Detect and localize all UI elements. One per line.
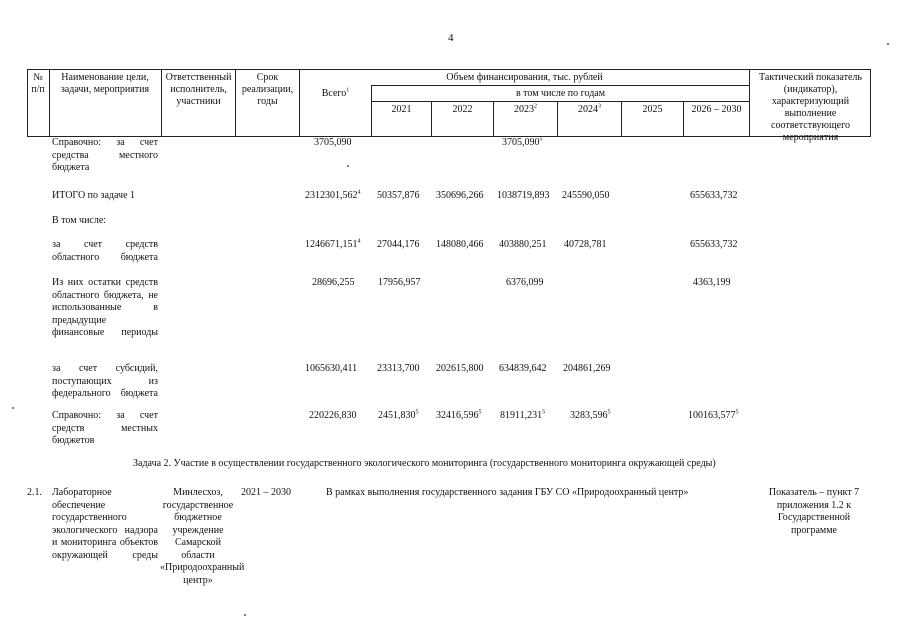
header-indicator: Тактический показатель (индикатор), характеризующий выполнение соответствующего мероприятия [759, 72, 862, 143]
scan-speck [887, 43, 889, 45]
header-num: № п/п [31, 72, 45, 95]
row-total: 3705,090 [314, 137, 352, 148]
row-value: 100163,577$^5$ [688, 409, 739, 421]
row-total: 1246671,151$^4$ [305, 238, 361, 250]
row-value: 3283,596$^5$ [570, 409, 611, 421]
header-year: 2025 [642, 104, 663, 115]
row-total: 1065630,411 [305, 363, 358, 374]
row-label: за счет субсидий, поступающих из федерального бюджета [52, 363, 158, 400]
row-value: 4363,199 [693, 277, 731, 288]
row-value: 202615,800 [436, 363, 484, 374]
header-year: 2024$^3$ [578, 103, 601, 115]
row-value: 204861,269 [563, 363, 611, 374]
header-year: 2022 [452, 104, 473, 115]
row-value: 6376,099 [506, 277, 544, 288]
header-responsible: Ответственный исполнитель, участники [165, 72, 232, 107]
row-value: 81911,231$^5$ [500, 409, 546, 421]
scan-speck [244, 614, 246, 616]
row-value: 3705,090$^5$ [502, 136, 543, 148]
item-number: 2.1. [27, 487, 42, 498]
row-label: ИТОГО по задаче 1 [52, 190, 136, 201]
scan-speck [12, 407, 14, 409]
item-indicator: Показатель – пункт 7 приложения 1.2 к Государственной программе [768, 487, 860, 536]
header-term: Срок реализации, годы [241, 72, 294, 107]
header-total: Всего$^1$ [321, 87, 350, 99]
row-label: В том числе: [52, 215, 107, 226]
row-total: 28696,255 [312, 277, 355, 288]
scan-speck [347, 165, 349, 167]
row-value: 32416,596$^5$ [436, 409, 482, 421]
row-value: 17956,957 [378, 277, 421, 288]
header-year: 2026 – 2030 [691, 104, 742, 115]
header-year: 2023$^2$ [514, 103, 537, 115]
header-name: Наименование цели, задачи, мероприятия [60, 72, 150, 95]
header-finance: Объем финансирования, тыс. рублей [446, 72, 603, 83]
row-label: Из них остатки средств областного бюджета, не использованные в предыдущие финансовые периоды [52, 277, 158, 339]
header-by-years: в том числе по годам [515, 88, 606, 99]
item-finance: В рамках выполнения государственного задания ГБУ СО «Природоохранный центр» [326, 487, 689, 498]
row-label: Справочно: за счет средств местных бюджетов [52, 410, 158, 447]
header-year: 2021 [391, 104, 412, 115]
row-value: 40728,781 [564, 239, 607, 250]
row-value: 2451,830$^5$ [378, 409, 419, 421]
row-value: 1038719,893 [497, 190, 550, 201]
row-value: 350696,266 [436, 190, 484, 201]
row-value: 27044,176 [377, 239, 420, 250]
page-number: 4 [448, 32, 454, 44]
row-value: 148080,466 [436, 239, 484, 250]
row-value: 655633,732 [690, 190, 738, 201]
row-value: 403880,251 [499, 239, 547, 250]
task-2-title: Задача 2. Участие в осуществлении государственного экологического мониторинга (государственного мониторинга окружающей среды) [133, 458, 716, 469]
row-value: 50357,876 [377, 190, 420, 201]
row-label: за счет средств областного бюджета [52, 239, 158, 263]
row-value: 634839,642 [499, 363, 547, 374]
item-name: Лабораторное обеспечение государственного экологического надзора и мониторинга объектов окружающей среды [52, 487, 158, 561]
item-term: 2021 – 2030 [241, 487, 291, 498]
row-total: 2312301,562$^4$ [305, 189, 361, 201]
row-value: 655633,732 [690, 239, 738, 250]
row-total: 220226,830 [309, 410, 357, 421]
row-value: 245590,050 [562, 190, 610, 201]
item-responsible: Минлесхоз, государственное бюджетное учреждение Самарской области «Природоохранный центр» [160, 487, 245, 586]
row-value: 23313,700 [377, 363, 420, 374]
row-label: Справочно: за счет средства местного бюджета [52, 137, 158, 174]
